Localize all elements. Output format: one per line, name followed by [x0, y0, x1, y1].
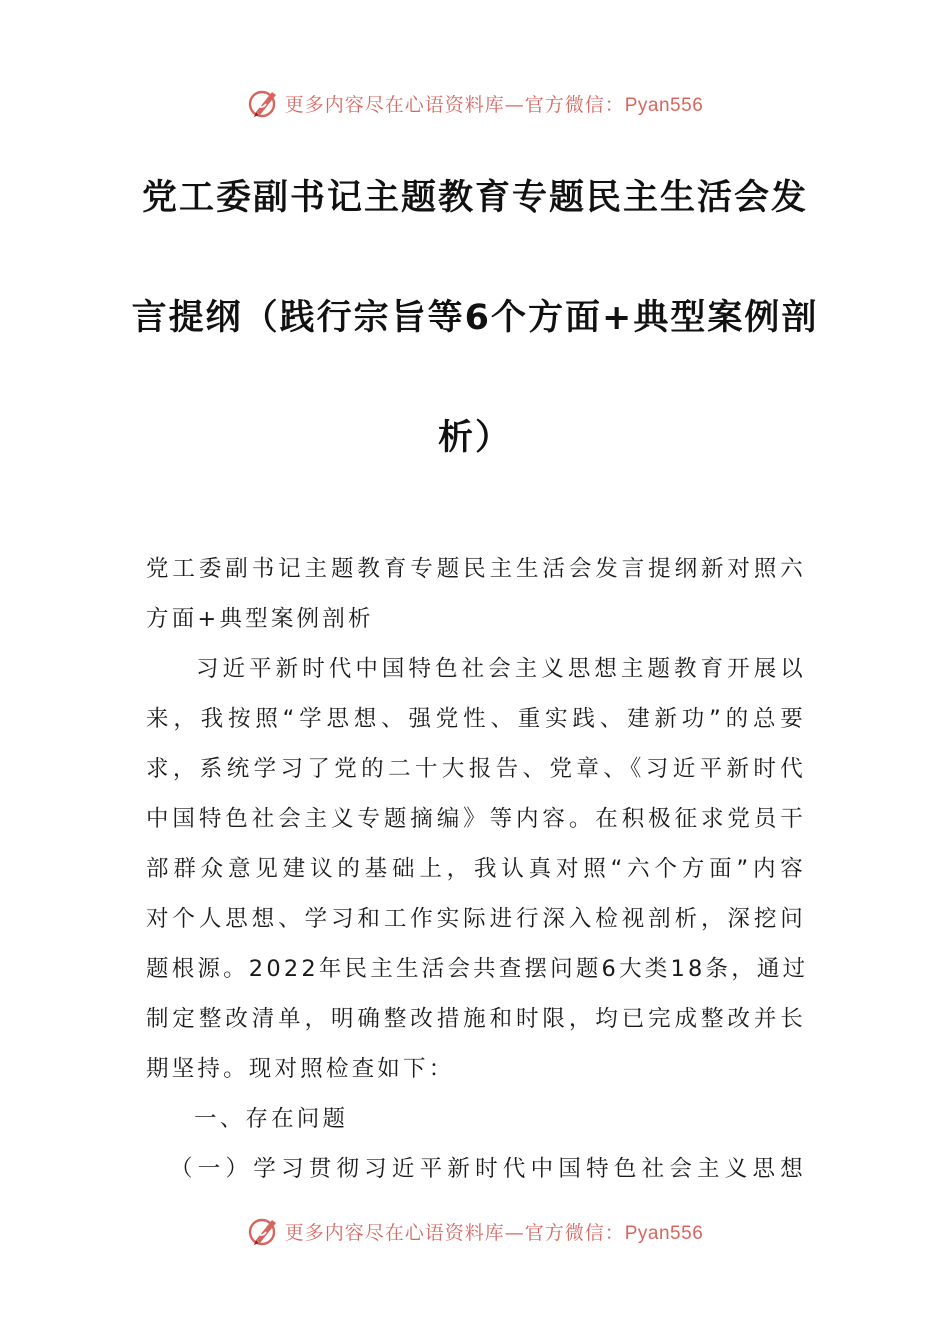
watermark-handle: Pyan556: [624, 94, 704, 116]
paragraph-1-line-8: 制定整改清单，明确整改措施和时限，均已完成整改并长: [146, 1006, 806, 1032]
subtitle-line-1: 党工委副书记主题教育专题民主生活会发言提纲新对照六: [146, 556, 806, 582]
document-title-line-3: 析）: [437, 418, 512, 458]
paragraph-1-line-3: 求，系统学习了党的二十大报告、党章、《习近平新时代: [146, 756, 806, 782]
paragraph-1-line-7: 题根源。2022年民主生活会共查摆问题6大类18条，通过: [146, 956, 809, 982]
paragraph-1-line-9: 期坚持。现对照检查如下：: [146, 1056, 455, 1082]
subtitle-line-2: 方面+典型案例剖析: [146, 606, 374, 632]
header-watermark: [0, 83, 950, 123]
watermark-text: 更多内容尽在心语资料库—官方微信：Pyan556: [284, 1221, 704, 1244]
document-title-line-1: 党工委副书记主题教育专题民主生活会发: [141, 178, 808, 218]
document-title-line-2: 言提纲（践行宗旨等6个方面+典型案例剖: [131, 298, 819, 338]
subsection-heading: （一）学习贯彻习近平新时代中国特色社会主义思想: [170, 1156, 806, 1182]
section-heading: 一、存在问题: [194, 1106, 349, 1132]
watermark-handle: Pyan556: [624, 1222, 704, 1244]
pen-circle-logo-icon: [247, 1214, 281, 1248]
pen-circle-logo-icon: [247, 86, 281, 120]
footer-watermark: [0, 1211, 950, 1251]
paragraph-1-line-6: 对个人思想、学习和工作实际进行深入检视剖析，深挖问: [146, 906, 806, 932]
paragraph-1-line-5: 部群众意见建议的基础上，我认真对照“六个方面”内容: [146, 856, 806, 882]
paragraph-1-line-2: 来，我按照“学思想、强党性、重实践、建新功”的总要: [146, 706, 806, 732]
paragraph-1-line-1: 习近平新时代中国特色社会主义思想主题教育开展以: [196, 656, 806, 682]
watermark-text: 更多内容尽在心语资料库—官方微信：Pyan556: [284, 93, 704, 116]
paragraph-1-line-4: 中国特色社会主义专题摘编》等内容。在积极征求党员干: [146, 806, 806, 832]
